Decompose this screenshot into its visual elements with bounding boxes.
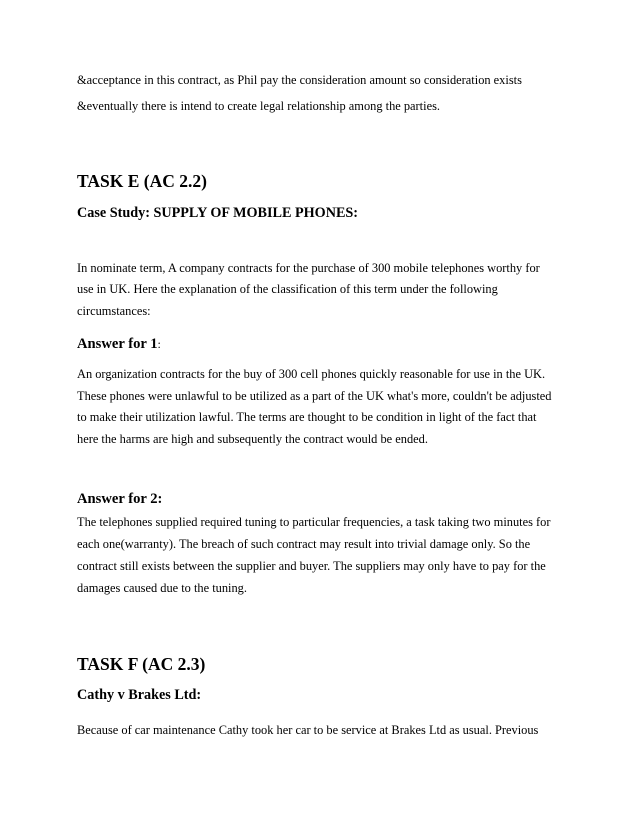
answer-1-heading bbox=[77, 337, 161, 352]
task-f-subheading: Cathy v Brakes Ltd: bbox=[77, 687, 202, 703]
paragraph-line: here the harms are high and subsequently the contract would be ended. bbox=[77, 432, 428, 446]
paragraph-line: The telephones supplied required tuning to particular frequencies, a task taking two minutes for bbox=[77, 515, 551, 529]
paragraph-line: In nominate term, A company contracts for the purchase of 300 mobile telephones worthy for bbox=[77, 261, 540, 275]
paragraph-line: use in UK. Here the explanation of the classification of this term under the following bbox=[77, 282, 498, 296]
task-f-heading: TASK F (AC 2.3) bbox=[77, 654, 206, 674]
paragraph-line: contract still exists between the supplier and buyer. The suppliers may only have to pay for the bbox=[77, 559, 546, 573]
paragraph-line: &acceptance in this contract, as Phil pay the consideration amount so consideration exists bbox=[77, 73, 522, 87]
answer-1-heading-text: Answer for 1 bbox=[77, 336, 158, 352]
paragraph-line: damages caused due to the tuning. bbox=[77, 581, 247, 595]
answer-1-colon: : bbox=[157, 337, 161, 351]
paragraph-line: Because of car maintenance Cathy took her car to be service at Brakes Ltd as usual. Previous bbox=[77, 723, 539, 737]
task-e-subheading: Case Study: SUPPLY OF MOBILE PHONES: bbox=[77, 205, 359, 221]
paragraph-line: circumstances: bbox=[77, 304, 151, 318]
task-e-heading: TASK E (AC 2.2) bbox=[77, 171, 207, 191]
paragraph-line: each one(warranty). The breach of such contract may result into trivial damage only. So the bbox=[77, 537, 531, 551]
paragraph-line: An organization contracts for the buy of 300 cell phones quickly reasonable for use in the UK. bbox=[77, 367, 546, 381]
paragraph-line: &eventually there is intend to create legal relationship among the parties. bbox=[77, 99, 440, 113]
answer-2-heading: Answer for 2: bbox=[77, 491, 163, 507]
paragraph-line: These phones were unlawful to be utilized as a part of the UK what's more, couldn't be adjusted bbox=[77, 389, 552, 403]
paragraph-line: to make their utilization lawful. The terms are thought to be condition in light of the fact that bbox=[77, 410, 537, 424]
